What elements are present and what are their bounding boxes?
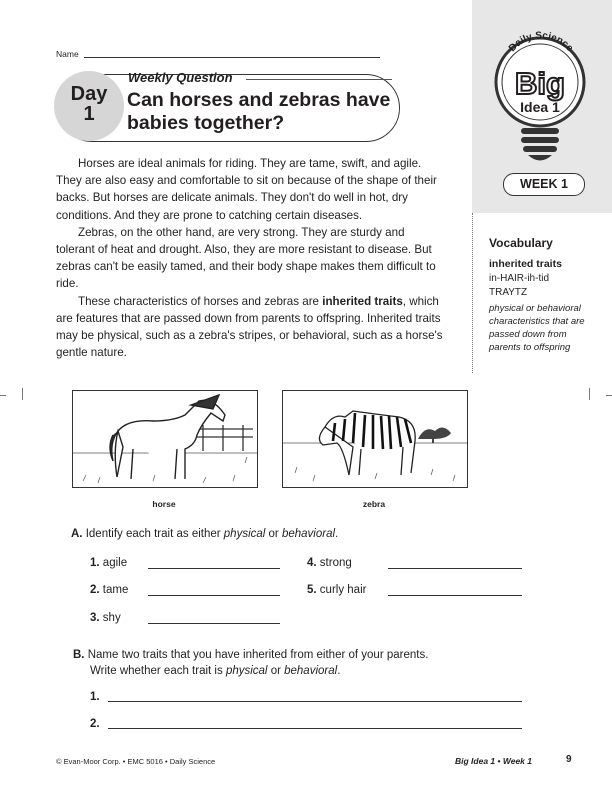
name-field[interactable] [84,57,380,58]
paragraph: Zebras, on the other hand, are very strong. They are sturdy and tolerant of heat and drought. Also, they are more resistant to disease. But zebras can't be easily tamed, and their body shape makes them difficult to ride. [56,225,436,291]
question-item: 4. strong [307,557,352,569]
paragraph: Horses are ideal animals for riding. They are tame, swift, and agile. They are also easy and comfortable to sit on because of the shape of their backs. But horses are delicate animals. They don't do well in hot, dry conditions. And they are prone to catching certain diseases. [56,157,437,222]
footer-copyright: © Evan-Moor Corp. • EMC 5016 • Daily Science [56,757,216,766]
sidebar-divider [472,213,473,373]
vocabulary-definition: physical or behavioral characteristics that are passed down from parents to offspring [489,303,585,353]
vocabulary-term: inherited traits [489,258,562,270]
page-number: 9 [566,754,572,765]
vocabulary-pronunciation: in-HAIR-ih-tid TRAYTZ [489,273,550,298]
crop-mark [606,395,612,396]
week-badge: WEEK 1 [503,173,585,196]
day-number: 1 [83,103,95,125]
zebra-caption: zebra [362,499,386,509]
question-item: 3. shy [90,612,121,624]
weekly-question-label: Weekly Question [128,70,233,85]
question-item: 5. curly hair [307,584,367,596]
answer-line[interactable] [148,568,280,569]
section-a-instructions: A. Identify each trait as either physical or behavioral. [71,528,339,540]
logo-arc-text: Daily Science [506,30,576,55]
day-word: Day [70,83,108,105]
footer-unit: Big Idea 1 • Week 1 [455,756,532,766]
answer-line[interactable] [388,595,522,596]
logo-idea-text: Idea 1 [520,99,560,115]
question-item: 2. tame [90,584,129,596]
big-idea-lightbulb-logo [488,30,592,170]
crop-mark [589,388,590,400]
page-title: Can horses and zebras have babies together? [127,89,391,134]
section-b-instructions: B. Name two traits that you have inherited from either of your parents. Write whether each trait is physical or behavioral. [73,649,429,677]
answer-line[interactable] [148,595,280,596]
answer-line[interactable] [108,701,522,702]
logo-big-text: Big [515,66,565,101]
question-item: 1. [90,691,100,703]
vocabulary-heading: Vocabulary [489,236,553,250]
horse-caption: horse [152,499,176,509]
reading-passage [56,155,446,361]
crop-mark [0,395,6,396]
day-label [54,84,124,124]
answer-line[interactable] [148,623,280,624]
question-item: 1. agile [90,557,128,569]
zebra-illustration [282,390,468,488]
name-label: Name [56,49,79,59]
paragraph: These characteristics of horses and zebras are inherited traits, which are features that are passed down from parents to offspring. Inherited traits may be physical, such as a zebra's stripes, or behavioral, such as a horse's gentle nature. [56,294,443,360]
crop-mark [22,388,23,400]
vocab-highlight: inherited traits [322,294,403,308]
header-rule [246,79,392,80]
answer-line[interactable] [388,568,522,569]
horse-illustration [72,390,258,488]
answer-line[interactable] [108,728,522,729]
question-item: 2. [90,718,100,730]
